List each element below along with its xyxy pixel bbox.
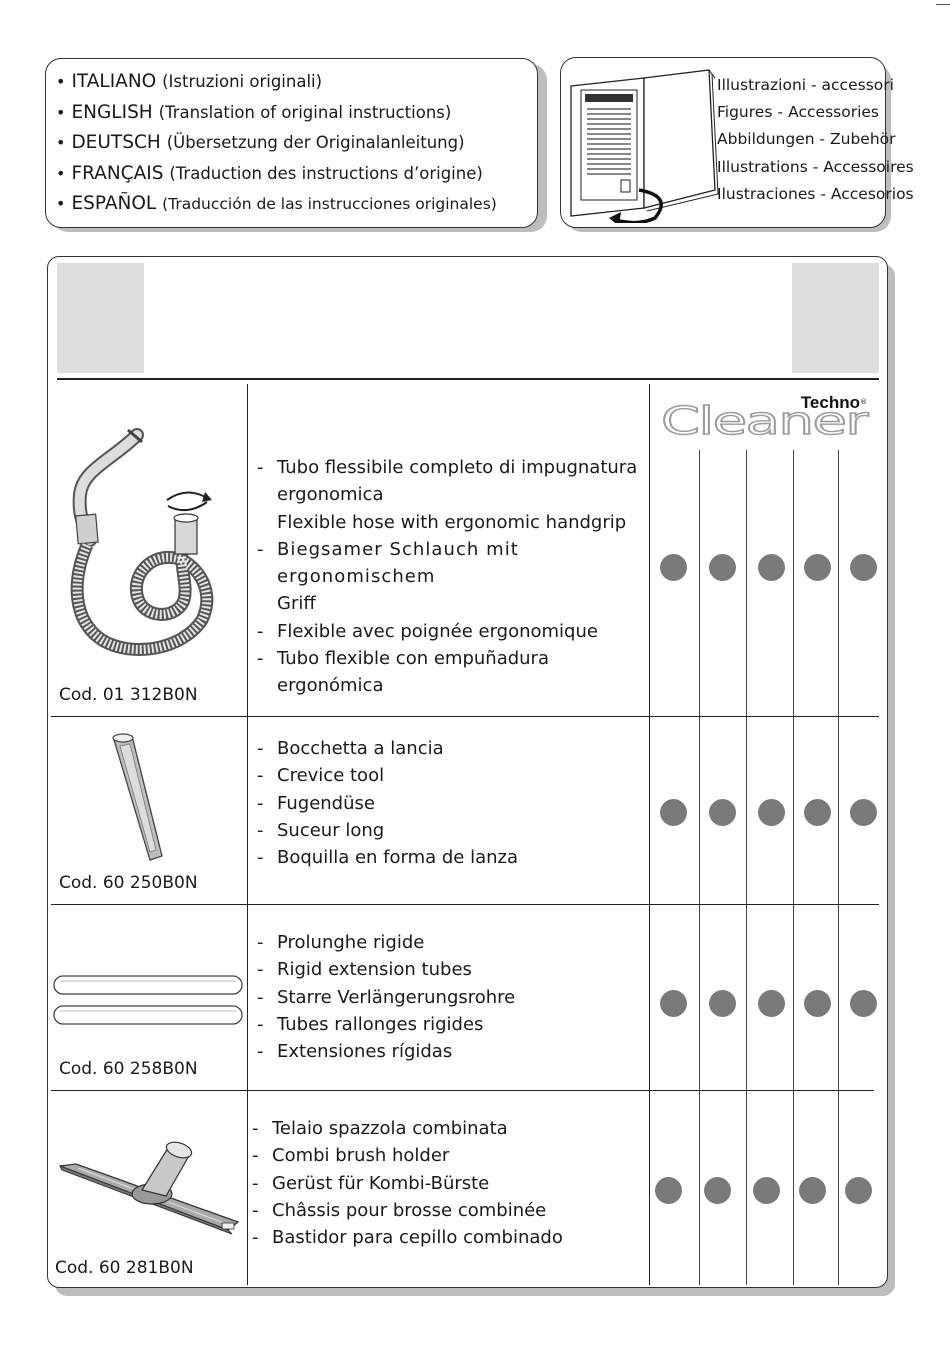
figures-caption-line: Abbildungen - Zubehör	[717, 130, 896, 149]
description-line: - Gerüst für Kombi-Bürste	[252, 1172, 490, 1194]
description-line: - Châssis pour brosse combinée	[252, 1199, 547, 1221]
column-divider-model	[838, 450, 839, 1285]
availability-dot	[660, 554, 687, 581]
column-divider-image	[247, 384, 248, 1285]
row-separator	[51, 716, 879, 717]
item-description	[252, 1115, 637, 1251]
language-item: • ESPAÑOL (Traducción de las instrucciones originales)	[56, 193, 497, 214]
availability-dot	[660, 799, 687, 826]
description-line: Griff	[277, 593, 316, 615]
figures-caption	[717, 72, 914, 208]
description-line: - Suceur long	[257, 819, 385, 841]
flexible-hose-icon	[62, 420, 237, 660]
description-line: - Fugendüse	[257, 792, 375, 814]
language-item: • DEUTSCH (Übersetzung der Originalanleitung)	[56, 132, 465, 153]
figures-box	[560, 57, 914, 228]
description-line: - Starre Verlängerungsrohre	[257, 986, 516, 1008]
combi-brush-icon	[56, 1130, 246, 1240]
availability-dot	[845, 1177, 872, 1204]
description-line: - Boquilla en forma de lanza	[257, 847, 519, 869]
description-line: Flexible hose with ergonomic handgrip	[277, 511, 627, 533]
availability-dot	[804, 554, 831, 581]
availability-dot	[850, 990, 877, 1017]
item-description	[257, 735, 642, 871]
availability-dot	[804, 990, 831, 1017]
brand-logo	[660, 394, 878, 438]
column-divider-model	[699, 450, 700, 1285]
figures-caption-line: Illustrations - Accessoires	[717, 157, 914, 176]
description-line: - Bocchetta a lancia	[257, 738, 444, 759]
header-shade-right	[792, 263, 879, 373]
description-line: - Extensiones rígidas	[257, 1041, 453, 1063]
language-item: • FRANÇAIS (Traduction des instructions d’origine)	[56, 162, 483, 184]
description-line: - Tubes rallonges rigides	[257, 1013, 484, 1035]
description-line: - Crevice tool	[257, 765, 385, 787]
description-line: - Flexible avec poignée ergonomique	[257, 620, 598, 642]
description-line: - Biegsamer Schlauch mit ergonomischem	[257, 538, 519, 588]
item-code: Cod. 60 250B0N	[59, 873, 198, 893]
row-separator	[51, 904, 879, 905]
availability-dot	[758, 990, 785, 1017]
availability-dot	[758, 554, 785, 581]
availability-dot	[804, 799, 831, 826]
brand-line2: Cleaner	[661, 399, 870, 438]
availability-dot	[709, 990, 736, 1017]
extension-tubes-icon	[52, 970, 246, 1030]
language-item: • ENGLISH (Translation of original instructions)	[56, 101, 452, 123]
header-shade-left	[57, 263, 144, 373]
description-line: - Tubo flexible con empuñadura ergonómica	[257, 648, 549, 697]
brand-line1: Techno	[800, 394, 860, 412]
figures-caption-line: Figures - Accessories	[717, 103, 879, 122]
figures-caption-line: Ilustraciones - Accesorios	[717, 184, 914, 203]
language-box	[45, 58, 538, 228]
page-corner-mark	[936, 4, 950, 5]
language-list	[46, 59, 537, 220]
column-divider-model	[793, 450, 794, 1285]
availability-dot	[709, 554, 736, 581]
row-separator	[51, 1090, 874, 1091]
availability-dot	[758, 799, 785, 826]
availability-dot	[850, 554, 877, 581]
availability-dot	[655, 1177, 682, 1204]
column-divider-desc	[649, 384, 650, 1285]
manual-book-icon	[569, 68, 719, 223]
header-rule	[57, 378, 879, 380]
description-line: - Rigid extension tubes	[257, 959, 472, 981]
language-item: • ITALIANO (Istruzioni originali)	[56, 71, 323, 92]
column-divider-model	[746, 450, 747, 1285]
item-description	[257, 929, 642, 1065]
item-code: Cod. 60 281B0N	[55, 1258, 194, 1278]
description-line: - Combi brush holder	[252, 1145, 450, 1167]
availability-dot	[704, 1177, 731, 1204]
item-code: Cod. 60 258B0N	[59, 1059, 198, 1079]
availability-dot	[660, 990, 687, 1017]
description-line: - Tubo flessibile completo di impugnatura	[257, 457, 638, 478]
description-line: ergonomica	[277, 484, 384, 506]
figures-caption-line: Illustrazioni - accessori	[717, 76, 894, 94]
description-line: - Prolunghe rigide	[257, 932, 425, 953]
crevice-tool-icon	[110, 732, 170, 862]
description-line: - Telaio spazzola combinata	[252, 1118, 508, 1139]
availability-dot	[709, 799, 736, 826]
svg-text:®: ®	[860, 398, 867, 406]
availability-dot	[753, 1177, 780, 1204]
item-code: Cod. 01 312B0N	[59, 685, 198, 705]
item-description	[257, 454, 642, 700]
description-line: - Bastidor para cepillo combinado	[252, 1227, 563, 1249]
availability-dot	[799, 1177, 826, 1204]
availability-dot	[850, 799, 877, 826]
